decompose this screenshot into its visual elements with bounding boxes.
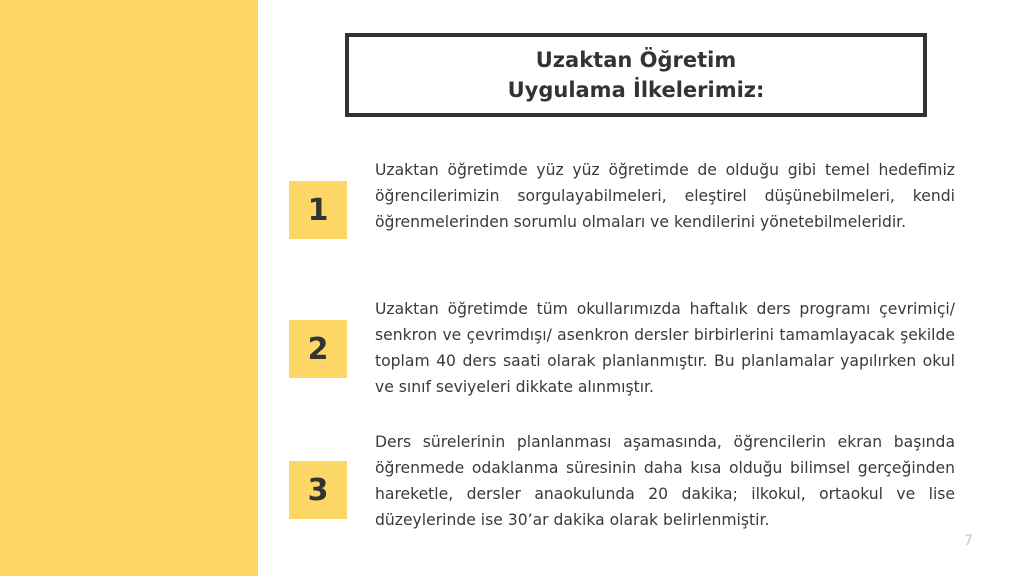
item-paragraph: Uzaktan öğretimde yüz yüz öğretimde de olduğu gibi temel hedefimiz öğrencilerimizin sorgulayabilmeleri, eleştirel düşünebilmeleri, kendi öğrenmelerinden sorumlu olmaları ve kendilerini yönetebilmeleridir. (375, 161, 955, 231)
slide-title-line-1: Uzaktan Öğretim (535, 48, 737, 72)
item-paragraph: Uzaktan öğretimde tüm okullarımızda haftalık ders programı çevrimiçi/ senkron ve çevrimdışı/ asenkron dersler birbirlerini tamamlayacak şekilde toplam 40 ders saati olarak planlanmıştır. Bu planlamalar yapılırken okul ve sınıf seviyeleri dikkate alınmıştır. (375, 300, 955, 396)
item-number-badge: 1 (289, 181, 347, 239)
item-paragraph: Ders sürelerinin planlanması aşamasında, öğrencilerin ekran başında öğrenmede odaklanma süresinin daha kısa olduğu bilimsel gerçeğinden hareketle, dersler anaokulunda 20 dakika; ilkokul, ortaokul ve lise düzeylerinde ise 30’ar dakika olarak belirlenmiştir. (375, 433, 955, 529)
item-number-badge: 3 (289, 461, 347, 519)
page-number: 7 (964, 533, 973, 549)
slide-title-box (345, 33, 927, 117)
side-accent-band (0, 0, 258, 576)
item-number-badge: 2 (289, 320, 347, 378)
slide-title-line-2: Uygulama İlkelerimiz: (507, 78, 765, 102)
